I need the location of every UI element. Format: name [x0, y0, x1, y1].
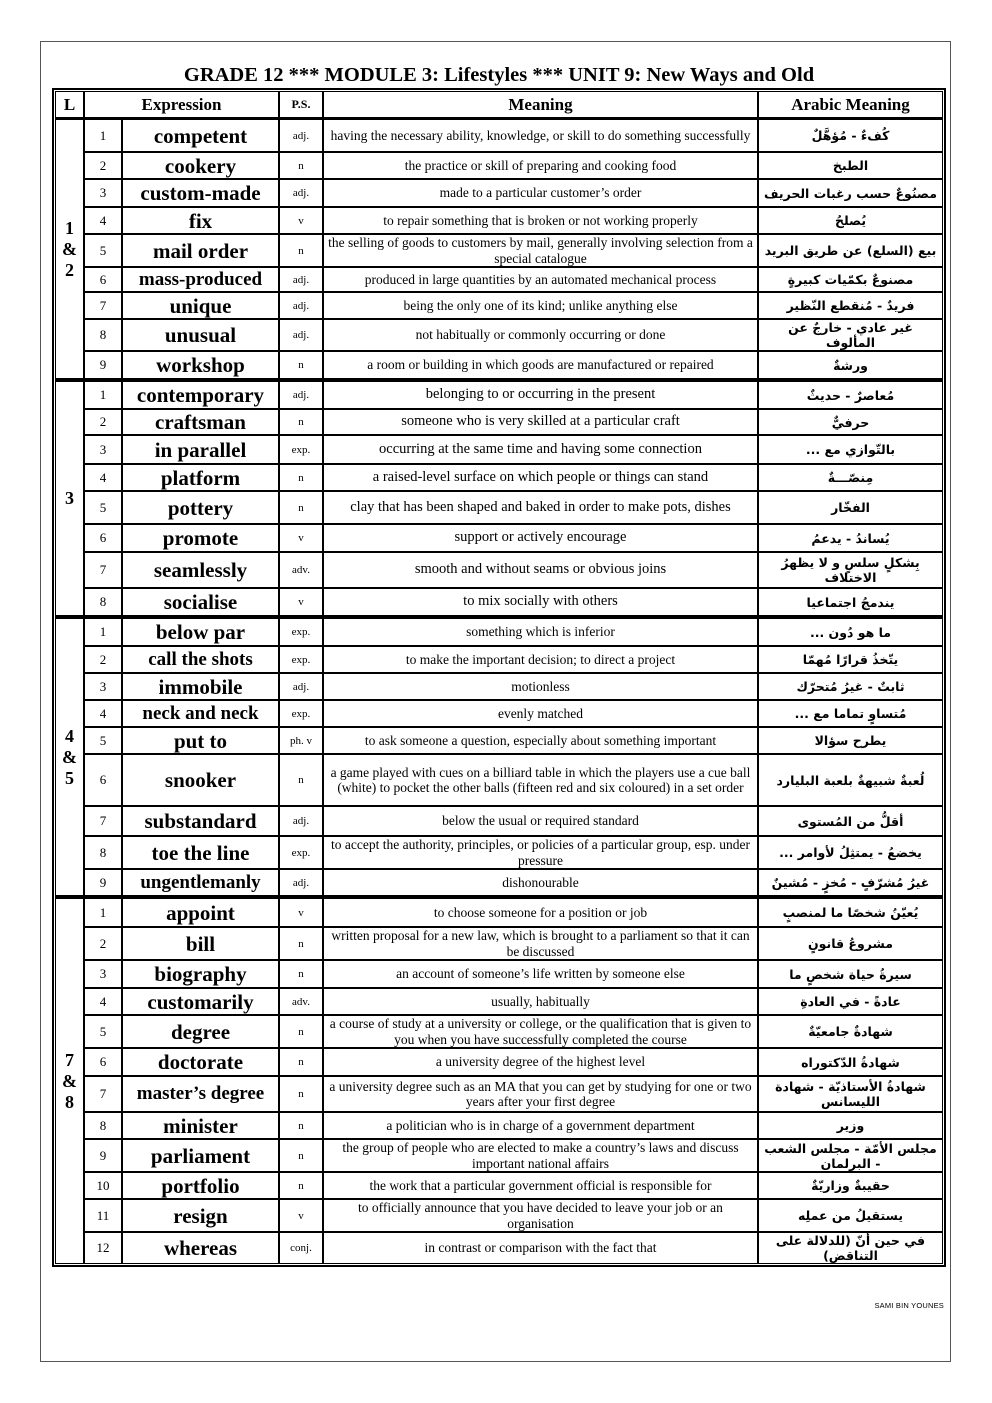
- expression-cell: custom-made: [122, 179, 279, 207]
- arabic-meaning-cell: شهادةُ الدّكتوراه: [758, 1048, 943, 1076]
- table-row: [55, 119, 943, 152]
- part-of-speech-cell: n: [279, 1076, 323, 1112]
- row-number: 1: [84, 379, 122, 409]
- part-of-speech-cell: n: [279, 927, 323, 960]
- part-of-speech-cell: adj.: [279, 267, 323, 292]
- row-number: 6: [84, 1048, 122, 1076]
- meaning-cell: not habitually or commonly occurring or done: [323, 319, 758, 351]
- arabic-meaning-cell: شهادةٌ جامعيّةٌ: [758, 1015, 943, 1048]
- arabic-meaning-cell: مُعاصرٌ - حديثٌ: [758, 379, 943, 409]
- table-row: [55, 435, 943, 464]
- expression-cell: toe the line: [122, 836, 279, 869]
- arabic-meaning-cell: مِنصّـــةٌ: [758, 464, 943, 491]
- meaning-cell: motionless: [323, 673, 758, 700]
- part-of-speech-cell: v: [279, 524, 323, 552]
- expression-cell: pottery: [122, 491, 279, 524]
- expression-cell: below par: [122, 616, 279, 646]
- table-row: [55, 673, 943, 700]
- meaning-cell: a university degree such as an MA that you can get by studying for one or two years after your first degree: [323, 1076, 758, 1112]
- meaning-cell: made to a particular customer’s order: [323, 179, 758, 207]
- expression-cell: parliament: [122, 1139, 279, 1172]
- table-row: [55, 292, 943, 319]
- expression-cell: platform: [122, 464, 279, 491]
- table-row: [55, 207, 943, 234]
- row-number: 3: [84, 435, 122, 464]
- lesson-number: 3: [55, 379, 84, 616]
- part-of-speech-cell: adj.: [279, 673, 323, 700]
- row-number: 4: [84, 207, 122, 234]
- meaning-cell: being the only one of its kind; unlike anything else: [323, 292, 758, 319]
- table-row: [55, 552, 943, 588]
- part-of-speech-cell: adj.: [279, 179, 323, 207]
- arabic-meaning-cell: في حين أنّ (للدلالة على التناقض): [758, 1232, 943, 1264]
- part-of-speech-cell: exp.: [279, 700, 323, 727]
- row-number: 3: [84, 960, 122, 988]
- meaning-cell: to accept the authority, principles, or policies of a particular group, esp. under pressure: [323, 836, 758, 869]
- row-number: 7: [84, 292, 122, 319]
- table-row: [55, 524, 943, 552]
- meaning-cell: to make the important decision; to direct a project: [323, 646, 758, 673]
- row-number: 9: [84, 869, 122, 896]
- part-of-speech-cell: adj.: [279, 869, 323, 896]
- part-of-speech-cell: n: [279, 234, 323, 267]
- table-row: [55, 464, 943, 491]
- arabic-meaning-cell: لُعبةٌ شبيهةٌ بلعبة البليارد: [758, 754, 943, 806]
- expression-cell: substandard: [122, 806, 279, 836]
- table-row: [55, 700, 943, 727]
- table-row: [55, 1139, 943, 1172]
- arabic-meaning-cell: غير عادي - خارجٌ عن المألوف: [758, 319, 943, 351]
- table-row: [55, 152, 943, 179]
- part-of-speech-cell: n: [279, 754, 323, 806]
- arabic-meaning-cell: حرفيٌّ: [758, 409, 943, 435]
- table-row: [55, 1048, 943, 1076]
- part-of-speech-cell: n: [279, 1139, 323, 1172]
- part-of-speech-cell: v: [279, 1199, 323, 1232]
- arabic-meaning-cell: أقلُّ من المُستوى: [758, 806, 943, 836]
- row-number: 8: [84, 836, 122, 869]
- row-number: 2: [84, 646, 122, 673]
- row-number: 8: [84, 1112, 122, 1139]
- part-of-speech-cell: n: [279, 1048, 323, 1076]
- meaning-cell: written proposal for a new law, which is brought to a parliament so that it can be discussed: [323, 927, 758, 960]
- meaning-cell: someone who is very skilled at a particular craft: [323, 409, 758, 435]
- meaning-cell: occurring at the same time and having some connection: [323, 435, 758, 464]
- meaning-cell: a course of study at a university or college, or the qualification that is given to you when you have successfully completed the course: [323, 1015, 758, 1048]
- row-number: 6: [84, 267, 122, 292]
- row-number: 3: [84, 179, 122, 207]
- row-number: 10: [84, 1172, 122, 1199]
- expression-cell: portfolio: [122, 1172, 279, 1199]
- expression-cell: craftsman: [122, 409, 279, 435]
- expression-cell: degree: [122, 1015, 279, 1048]
- meaning-cell: dishonourable: [323, 869, 758, 896]
- table-row: [55, 896, 943, 927]
- part-of-speech-cell: adv.: [279, 988, 323, 1015]
- meaning-cell: smooth and without seams or obvious joins: [323, 552, 758, 588]
- arabic-meaning-cell: عادةً - في العادةِ: [758, 988, 943, 1015]
- row-number: 9: [84, 1139, 122, 1172]
- arabic-meaning-cell: مجلس الأمّة - مجلس الشعب - البرلمان: [758, 1139, 943, 1172]
- row-number: 1: [84, 616, 122, 646]
- expression-cell: competent: [122, 119, 279, 152]
- expression-cell: seamlessly: [122, 552, 279, 588]
- part-of-speech-cell: adj.: [279, 319, 323, 351]
- row-number: 1: [84, 896, 122, 927]
- row-number: 4: [84, 464, 122, 491]
- expression-cell: master’s degree: [122, 1076, 279, 1112]
- expression-cell: contemporary: [122, 379, 279, 409]
- part-of-speech-cell: exp.: [279, 435, 323, 464]
- row-number: 12: [84, 1232, 122, 1264]
- table-row: [55, 1015, 943, 1048]
- lesson-number: 4 & 5: [55, 616, 84, 896]
- table-row: [55, 754, 943, 806]
- part-of-speech-cell: v: [279, 588, 323, 616]
- table-row: [55, 869, 943, 896]
- lesson-number: 7 & 8: [55, 896, 84, 1264]
- meaning-cell: a game played with cues on a billiard table in which the players use a cue ball (white) to pocket the other balls (fifteen red and six coloured) in a set order: [323, 754, 758, 806]
- meaning-cell: to choose someone for a position or job: [323, 896, 758, 927]
- author-signature: SAMI BIN YOUNES: [874, 1301, 944, 1310]
- meaning-cell: clay that has been shaped and baked in order to make pots, dishes: [323, 491, 758, 524]
- row-number: 9: [84, 351, 122, 379]
- part-of-speech-cell: v: [279, 896, 323, 927]
- meaning-cell: a raised-level surface on which people or things can stand: [323, 464, 758, 491]
- arabic-meaning-cell: يُعيّنُ شخصًا ما لمنصبٍ: [758, 896, 943, 927]
- part-of-speech-cell: n: [279, 351, 323, 379]
- meaning-cell: the group of people who are elected to make a country’s laws and discuss important national affairs: [323, 1139, 758, 1172]
- arabic-meaning-cell: يُساندُ - يدعمُ: [758, 524, 943, 552]
- header-expression: Expression: [84, 91, 279, 119]
- expression-cell: unusual: [122, 319, 279, 351]
- row-number: 6: [84, 524, 122, 552]
- part-of-speech-cell: adv.: [279, 552, 323, 588]
- part-of-speech-cell: n: [279, 152, 323, 179]
- vocabulary-table-wrapper: [52, 88, 946, 1267]
- table-row: [55, 491, 943, 524]
- table-row: [55, 319, 943, 351]
- meaning-cell: having the necessary ability, knowledge, or skill to do something successfully: [323, 119, 758, 152]
- arabic-meaning-cell: فريدٌ - مُنقطع النّظير: [758, 292, 943, 319]
- part-of-speech-cell: n: [279, 491, 323, 524]
- expression-cell: resign: [122, 1199, 279, 1232]
- table-row: [55, 988, 943, 1015]
- arabic-meaning-cell: يتّخذُ قرارًا مُهمّا: [758, 646, 943, 673]
- row-number: 5: [84, 727, 122, 754]
- row-number: 6: [84, 754, 122, 806]
- part-of-speech-cell: n: [279, 1015, 323, 1048]
- row-number: 8: [84, 588, 122, 616]
- row-number: 5: [84, 491, 122, 524]
- part-of-speech-cell: v: [279, 207, 323, 234]
- row-number: 7: [84, 1076, 122, 1112]
- meaning-cell: to ask someone a question, especially about something important: [323, 727, 758, 754]
- arabic-meaning-cell: غيرُ مُشرّفٍ - مُخزٍ - مُشينٌ: [758, 869, 943, 896]
- meaning-cell: the practice or skill of preparing and cooking food: [323, 152, 758, 179]
- arabic-meaning-cell: الفخّار: [758, 491, 943, 524]
- arabic-meaning-cell: شهادةُ الأستاذيّة - شهادة الليسانس: [758, 1076, 943, 1112]
- header-part-of-speech: P.S.: [279, 91, 323, 119]
- row-number: 4: [84, 988, 122, 1015]
- arabic-meaning-cell: سيرةُ حياة شخصٍ ما: [758, 960, 943, 988]
- part-of-speech-cell: adj.: [279, 379, 323, 409]
- part-of-speech-cell: n: [279, 409, 323, 435]
- row-number: 2: [84, 152, 122, 179]
- meaning-cell: to officially announce that you have decided to leave your job or an organisation: [323, 1199, 758, 1232]
- expression-cell: biography: [122, 960, 279, 988]
- part-of-speech-cell: ph. v: [279, 727, 323, 754]
- table-row: [55, 960, 943, 988]
- part-of-speech-cell: adj.: [279, 292, 323, 319]
- meaning-cell: a politician who is in charge of a government department: [323, 1112, 758, 1139]
- arabic-meaning-cell: مصنُوعٌ حسب رغبات الحريف: [758, 179, 943, 207]
- arabic-meaning-cell: حقيبةٌ وزاريّةٌ: [758, 1172, 943, 1199]
- part-of-speech-cell: n: [279, 464, 323, 491]
- arabic-meaning-cell: يطرح سؤالا: [758, 727, 943, 754]
- expression-cell: customarily: [122, 988, 279, 1015]
- meaning-cell: the work that a particular government official is responsible for: [323, 1172, 758, 1199]
- row-number: 8: [84, 319, 122, 351]
- meaning-cell: a university degree of the highest level: [323, 1048, 758, 1076]
- expression-cell: bill: [122, 927, 279, 960]
- part-of-speech-cell: conj.: [279, 1232, 323, 1264]
- row-number: 7: [84, 552, 122, 588]
- page-title: GRADE 12 *** MODULE 3: Lifestyles *** UNIT 9: New Ways and Old: [183, 64, 815, 86]
- table-row: [55, 1199, 943, 1232]
- part-of-speech-cell: n: [279, 1112, 323, 1139]
- table-row: [55, 234, 943, 267]
- table-row: [55, 351, 943, 379]
- row-number: 11: [84, 1199, 122, 1232]
- table-row: [55, 1112, 943, 1139]
- meaning-cell: belonging to or occurring in the present: [323, 379, 758, 409]
- arabic-meaning-cell: ما هو دُون ...: [758, 616, 943, 646]
- header-meaning: Meaning: [323, 91, 758, 119]
- meaning-cell: usually, habitually: [323, 988, 758, 1015]
- meaning-cell: the selling of goods to customers by mail, generally involving selection from a special catalogue: [323, 234, 758, 267]
- table-row: [55, 379, 943, 409]
- row-number: 4: [84, 700, 122, 727]
- meaning-cell: to repair something that is broken or not working properly: [323, 207, 758, 234]
- lesson-number: 1 & 2: [55, 119, 84, 379]
- expression-cell: whereas: [122, 1232, 279, 1264]
- expression-cell: unique: [122, 292, 279, 319]
- part-of-speech-cell: exp.: [279, 836, 323, 869]
- table-row: [55, 1232, 943, 1264]
- expression-cell: in parallel: [122, 435, 279, 464]
- table-row: [55, 836, 943, 869]
- arabic-meaning-cell: مشروعُ قانونٍ: [758, 927, 943, 960]
- arabic-meaning-cell: يستقيلُ من عملِه: [758, 1199, 943, 1232]
- expression-cell: fix: [122, 207, 279, 234]
- table-row: [55, 616, 943, 646]
- row-number: 5: [84, 234, 122, 267]
- meaning-cell: an account of someone’s life written by someone else: [323, 960, 758, 988]
- table-row: [55, 727, 943, 754]
- expression-cell: immobile: [122, 673, 279, 700]
- expression-cell: doctorate: [122, 1048, 279, 1076]
- arabic-meaning-cell: ثابتٌ - غيرُ مُتحرّك: [758, 673, 943, 700]
- expression-cell: socialise: [122, 588, 279, 616]
- meaning-cell: something which is inferior: [323, 616, 758, 646]
- header-arabic-meaning: Arabic Meaning: [758, 91, 943, 119]
- expression-cell: neck and neck: [122, 700, 279, 727]
- expression-cell: ungentlemanly: [122, 869, 279, 896]
- arabic-meaning-cell: الطبخ: [758, 152, 943, 179]
- expression-cell: appoint: [122, 896, 279, 927]
- arabic-meaning-cell: مُتساوٍ تماما مع ...: [758, 700, 943, 727]
- expression-cell: call the shots: [122, 646, 279, 673]
- expression-cell: put to: [122, 727, 279, 754]
- vocabulary-table: [55, 91, 943, 1264]
- arabic-meaning-cell: بالتّوازي مع ...: [758, 435, 943, 464]
- expression-cell: promote: [122, 524, 279, 552]
- part-of-speech-cell: adj.: [279, 806, 323, 836]
- expression-cell: cookery: [122, 152, 279, 179]
- meaning-cell: a room or building in which goods are manufactured or repaired: [323, 351, 758, 379]
- meaning-cell: evenly matched: [323, 700, 758, 727]
- meaning-cell: below the usual or required standard: [323, 806, 758, 836]
- arabic-meaning-cell: مصنوعٌ بكمّيات كبيرةٍ: [758, 267, 943, 292]
- table-row: [55, 1076, 943, 1112]
- row-number: 3: [84, 673, 122, 700]
- arabic-meaning-cell: ورشةٌ: [758, 351, 943, 379]
- part-of-speech-cell: exp.: [279, 646, 323, 673]
- row-number: 5: [84, 1015, 122, 1048]
- meaning-cell: produced in large quantities by an automated mechanical process: [323, 267, 758, 292]
- row-number: 1: [84, 119, 122, 152]
- header-lesson: L: [55, 91, 84, 119]
- row-number: 2: [84, 927, 122, 960]
- table-row: [55, 1172, 943, 1199]
- expression-cell: minister: [122, 1112, 279, 1139]
- expression-cell: workshop: [122, 351, 279, 379]
- meaning-cell: to mix socially with others: [323, 588, 758, 616]
- table-row: [55, 588, 943, 616]
- table-row: [55, 927, 943, 960]
- row-number: 2: [84, 409, 122, 435]
- part-of-speech-cell: exp.: [279, 616, 323, 646]
- table-header-row: [55, 91, 943, 119]
- part-of-speech-cell: n: [279, 1172, 323, 1199]
- table-row: [55, 179, 943, 207]
- meaning-cell: support or actively encourage: [323, 524, 758, 552]
- arabic-meaning-cell: كُفءٌ - مُؤهَّلٌ: [758, 119, 943, 152]
- table-row: [55, 646, 943, 673]
- arabic-meaning-cell: يُصلحُ: [758, 207, 943, 234]
- arabic-meaning-cell: بيع (السلع) عن طريق البريد: [758, 234, 943, 267]
- table-row: [55, 409, 943, 435]
- table-row: [55, 806, 943, 836]
- expression-cell: mass-produced: [122, 267, 279, 292]
- row-number: 7: [84, 806, 122, 836]
- arabic-meaning-cell: يندمجُ اجتماعيا: [758, 588, 943, 616]
- arabic-meaning-cell: وزير: [758, 1112, 943, 1139]
- expression-cell: mail order: [122, 234, 279, 267]
- arabic-meaning-cell: يخضعُ - يمتثِلُ لأوامر ...: [758, 836, 943, 869]
- part-of-speech-cell: n: [279, 960, 323, 988]
- table-row: [55, 267, 943, 292]
- part-of-speech-cell: adj.: [279, 119, 323, 152]
- arabic-meaning-cell: بِشكلٍ سلسٍ و لا يظهرُ الاختلاف: [758, 552, 943, 588]
- expression-cell: snooker: [122, 754, 279, 806]
- meaning-cell: in contrast or comparison with the fact that: [323, 1232, 758, 1264]
